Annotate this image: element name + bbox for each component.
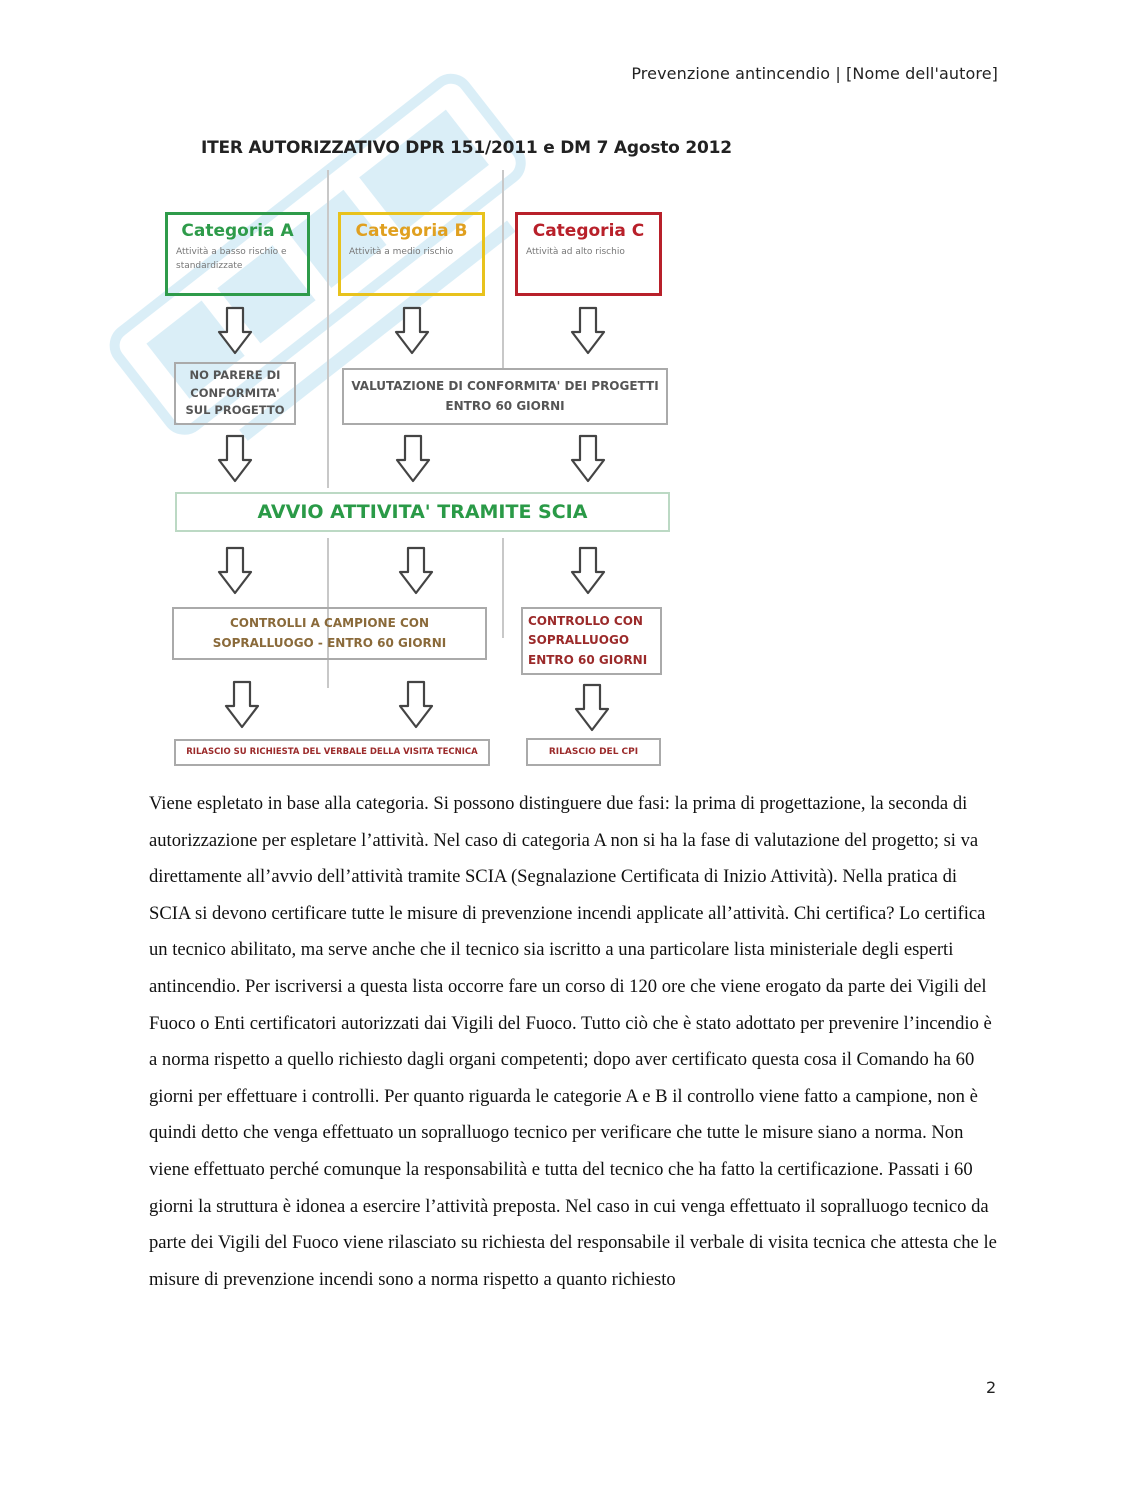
down-arrow-icon xyxy=(224,680,260,730)
divider-line xyxy=(327,170,329,488)
rilascio-verbale-box: RILASCIO SU RICHIESTA DEL VERBALE DELLA VISITA TECNICA xyxy=(174,739,490,766)
down-arrow-icon xyxy=(574,683,610,733)
down-arrow-icon xyxy=(398,680,434,730)
down-arrow-icon xyxy=(217,546,253,596)
category-a-subtitle: Attività a basso rischio e standardizzate xyxy=(176,247,287,271)
category-c-box xyxy=(515,212,662,296)
body-paragraph: Viene espletato in base alla categoria. Si possono distinguere due fasi: la prima di progettazione, la seconda di autorizzazione per espletare l’attività. Nel caso di categoria A non si ha la fase di valutazione del progetto; si va direttamente all’avvio dell’attività tramite SCIA (Segnalazione Certificata di Inizio Attività). Nella pratica di SCIA si devono certificare tutte le misure di prevenzione incendi applicate all’attività. Chi certifica? Lo certifica un tecnico abilitato, ma serve anche che il tecnico sia iscritto a una particolare lista ministeriale degli esperti antincendio. Per iscriversi a questa lista occorre fare un corso di 120 ore che viene erogato da parte dei Vigili del Fuoco o Enti certificatori autorizzati dai Vigili del Fuoco. Tutto ciò che è stato adottato per prevenire l’incendio è a norma rispetto a quello richiesto dagli organi competenti; dopo aver certificato questa cosa il Comando ha 60 giorni per effettuare i controlli. Per quanto riguarda le categorie A e B il controllo viene fatto a campione, non è quindi detto che venga effettuato un sopralluogo tecnico per verificare che tutte le misure siano a norma. Non viene effettuato perché comunque la responsabilità e tutta del tecnico che ha fatto la certificazione. Passati i 60 giorni la struttura è idonea a esercire l’attività preposta. Nel caso in cui venga effettuato il sopralluogo tecnico da parte dei Vigili del Fuoco viene rilasciato su richiesta del responsabile il verbale di visita tecnica che attesta che le misure di prevenzione incendi sono a norma rispetto a quanto richiesto xyxy=(149,793,997,1290)
down-arrow-icon xyxy=(570,434,606,484)
divider-line xyxy=(502,538,504,638)
down-arrow-icon xyxy=(217,434,253,484)
scia-box: AVVIO ATTIVITA' TRAMITE SCIA xyxy=(175,492,670,532)
category-b-box xyxy=(338,212,485,296)
category-c-title: Categoria C xyxy=(532,221,645,241)
no-parere-box: NO PARERE DI CONFORMITA' SUL PROGETTO xyxy=(174,362,296,425)
category-b-title: Categoria B xyxy=(355,221,468,241)
category-a-box xyxy=(165,212,310,296)
category-a-title: Categoria A xyxy=(181,221,294,241)
diagram-title: ITER AUTORIZZATIVO DPR 151/2011 e DM 7 Agosto 2012 xyxy=(201,138,732,158)
valutazione-box: VALUTAZIONE DI CONFORMITA' DEI PROGETTI ENTRO 60 GIORNI xyxy=(342,368,668,425)
divider-line xyxy=(502,170,504,370)
down-arrow-icon xyxy=(398,546,434,596)
down-arrow-icon xyxy=(570,306,606,356)
page-number: 2 xyxy=(986,1378,997,1397)
category-b-subtitle: Attività a medio rischio xyxy=(349,247,454,257)
down-arrow-icon xyxy=(570,546,606,596)
down-arrow-icon xyxy=(394,306,430,356)
category-c-subtitle: Attività ad alto rischio xyxy=(526,247,625,257)
rilascio-cpi-box: RILASCIO DEL CPI xyxy=(526,738,661,766)
down-arrow-icon xyxy=(217,306,253,356)
authorization-flow-diagram xyxy=(150,128,732,778)
page-header: Prevenzione antincendio | [Nome dell'autore] xyxy=(631,64,998,83)
down-arrow-icon xyxy=(395,434,431,484)
controllo-sopralluogo-box: CONTROLLO CON SOPRALLUOGO ENTRO 60 GIORNI xyxy=(521,607,662,675)
controlli-campione-box: CONTROLLI A CAMPIONE CON SOPRALLUOGO - ENTRO 60 GIORNI xyxy=(172,607,487,660)
